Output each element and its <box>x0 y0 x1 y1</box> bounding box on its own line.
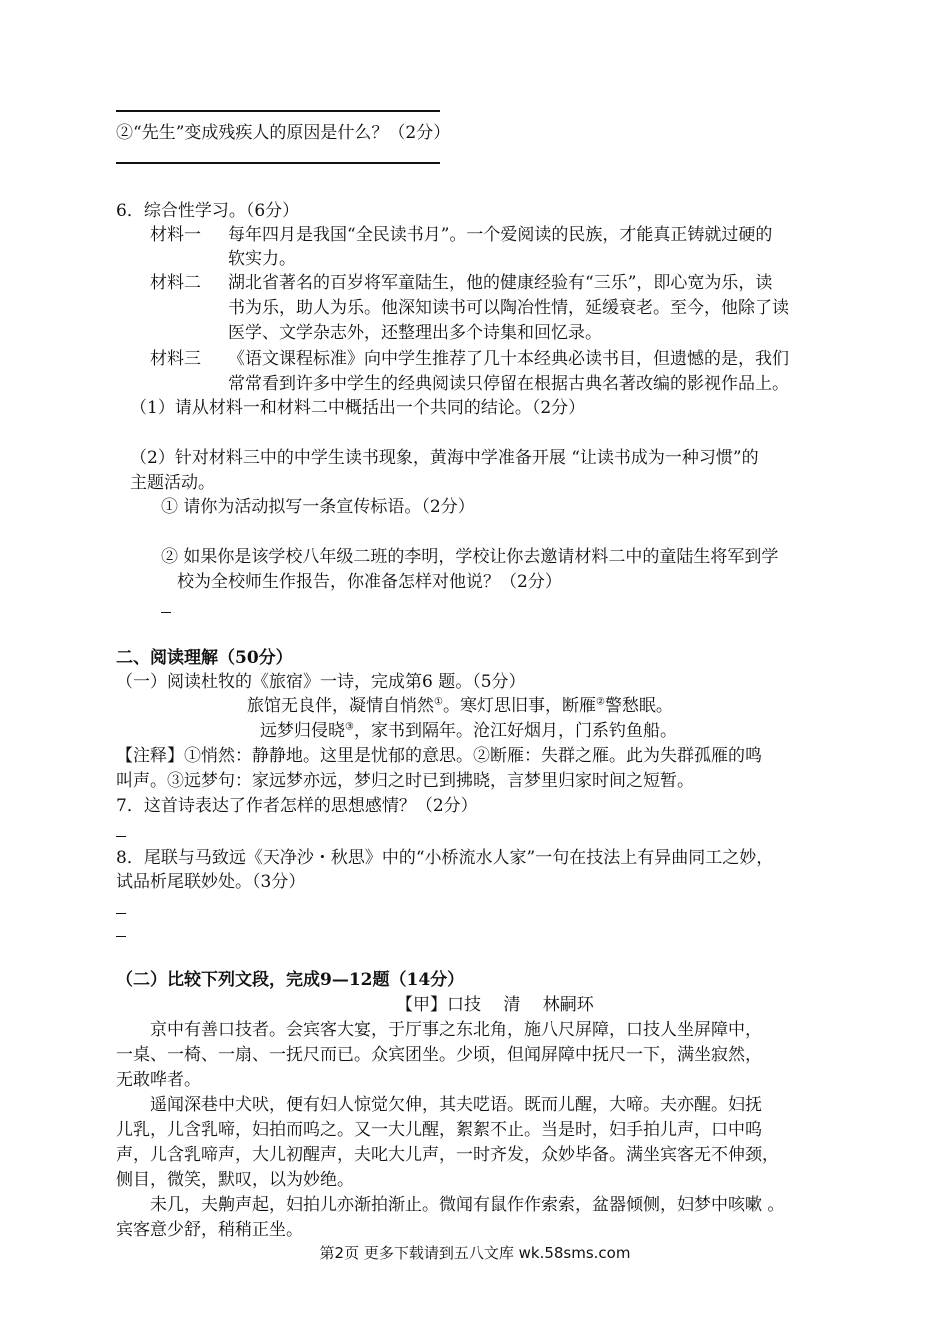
page-footer: 第2页 更多下载请到五八文库 wk.58sms.com <box>319 1244 631 1262</box>
passage-text: 遥闻深巷中犬吠，便有妇人惊觉欠伸，其夫呓语。既而儿醒，大啼。夫亦醒。妇抚 <box>150 1095 762 1115</box>
question-6-2-b: ② 如果你是该学校八年级二班的李明，学校让你去邀请材料二中的童陆生将军到学 <box>161 547 779 567</box>
answer-blank <box>116 913 126 914</box>
passage-text: 声，儿含乳啼声，大儿初醒声，夫叱大儿声，一时齐发，众妙毕备。满坐宾客无不伸颈， <box>116 1145 779 1165</box>
material-3-text: 常常看到许多中学生的经典阅读只停留在根据古典名著改编的影视作品上。 <box>228 374 789 394</box>
poem-line-1 <box>247 694 673 718</box>
passage-text: 无敢哗者。 <box>116 1070 201 1090</box>
answer-blank <box>161 612 171 613</box>
question-7: 7．这首诗表达了作者怎样的思想感情？（2分） <box>116 796 478 816</box>
passage-text: 侧目，微笑，默叹，以为妙绝。 <box>116 1170 354 1190</box>
material-1-text: 软实力。 <box>228 249 296 269</box>
annotation: 【注释】①悄然：静静地。这里是忧郁的意思。②断雁：失群之雁。此为失群孤雁的鸣 <box>116 746 762 766</box>
material-2-label: 材料二 <box>150 273 201 293</box>
material-1-label: 材料一 <box>150 225 201 245</box>
question-6-2-b: 校为全校师生作报告，你准备怎样对他说？（2分） <box>177 572 562 592</box>
passage-text: 一桌、一椅、一扇、一抚尺而已。众宾团坐。少顷，但闻屏障中抚尺一下，满坐寂然， <box>116 1045 762 1065</box>
part-2-title: （二）比较下列文段，完成9—12题（14分） <box>116 970 465 990</box>
question-6-title: 6．综合性学习。（6分） <box>116 201 300 221</box>
part-1-title: （一）阅读杜牧的《旅宿》一诗，完成第6 题。（5分） <box>116 672 526 692</box>
section-title: 二、阅读理解（50分） <box>116 648 293 668</box>
poem-text: ，家书到隔年。沧江好烟月，门系钓鱼船。 <box>353 721 677 741</box>
material-3-text: 《语文课程标准》向中学生推荐了几十本经典必读书目，但遗憾的是，我们 <box>228 349 789 369</box>
question-6-2-a: ① 请你为活动拟写一条宣传标语。（2分） <box>161 497 475 517</box>
question-6-2: 主题活动。 <box>130 473 215 493</box>
poem-text: 。寒灯思旧事，断雁 <box>442 696 596 716</box>
answer-blank <box>116 936 126 937</box>
question-6-2: （2）针对材料三中的中学生读书现象，黄海中学准备开展 “让读书成为一种习惯”的 <box>130 448 759 468</box>
answer-line <box>116 110 440 112</box>
material-1-text: 每年四月是我国“全民读书月”。一个爱阅读的民族，才能真正铸就过硬的 <box>228 225 773 245</box>
annotation: 叫声。③远梦句：家远梦亦远，梦归之时已到拂晓，言梦里归家时间之短暂。 <box>116 771 694 791</box>
poem-text: 警愁眠。 <box>604 696 673 716</box>
passage-text: 儿乳，儿含乳啼，妇拍而呜之。又一大儿醒，絮絮不止。当是时，妇手拍儿声，口中呜 <box>116 1120 762 1140</box>
question-6-1: （1）请从材料一和材料二中概括出一个共同的结论。（2分） <box>130 398 586 418</box>
passage-text: 未几，夫齁声起，妇拍儿亦渐拍渐止。微闻有鼠作作索索，盆器倾侧，妇梦中咳嗽 。 <box>150 1195 785 1215</box>
answer-blank <box>116 836 126 837</box>
footnote-marker: ③ <box>345 721 354 733</box>
poem-text: 旅馆无良伴，凝情自悄然 <box>247 696 434 716</box>
material-2-text: 湖北省著名的百岁将军童陆生，他的健康经验有“三乐”，即心宽为乐，读 <box>228 273 773 293</box>
answer-line <box>116 162 440 164</box>
material-2-text: 医学、文学杂志外，还整理出多个诗集和回忆录。 <box>228 323 602 343</box>
footnote-marker: ② <box>595 696 605 708</box>
question-5-2: ②“先生”变成残疾人的原因是什么？（2分） <box>116 123 451 143</box>
poem-line-2 <box>260 719 677 743</box>
poem-text: 远梦归侵晓 <box>260 721 345 741</box>
material-2-text: 书为乐，助人为乐。他深知读书可以陶冶性情，延缓衰老。至今，他除了读 <box>228 298 789 318</box>
material-3-label: 材料三 <box>150 349 201 369</box>
passage-text: 宾客意少舒，稍稍正坐。 <box>116 1220 303 1240</box>
question-8: 8．尾联与马致远《天净沙・秋思》中的“小桥流水人家”一句在技法上有异曲同工之妙， <box>116 848 774 868</box>
question-8: 试品析尾联妙处。（3分） <box>116 872 306 892</box>
passage-title: 【甲】口技 清 林嗣环 <box>396 995 594 1015</box>
footnote-marker: ① <box>434 696 443 708</box>
passage-text: 京中有善口技者。会宾客大宴，于厅事之东北角，施八尺屏障，口技人坐屏障中， <box>150 1020 762 1040</box>
